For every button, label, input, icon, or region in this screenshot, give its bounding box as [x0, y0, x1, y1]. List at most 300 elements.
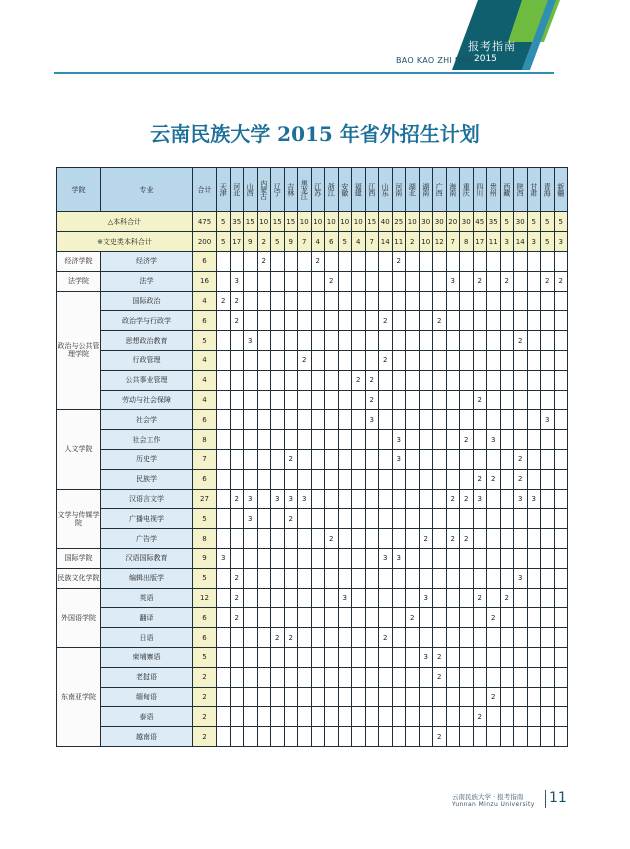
province-cell — [284, 350, 298, 370]
province-cell — [298, 667, 312, 687]
province-cell — [433, 271, 447, 291]
province-cell — [244, 687, 258, 707]
province-cell — [433, 687, 447, 707]
province-cell — [230, 548, 244, 568]
province-cell — [365, 271, 379, 291]
major-cell: 日语 — [101, 628, 193, 648]
province-cell — [230, 509, 244, 529]
province-cell: 2 — [257, 232, 271, 252]
province-cell — [541, 647, 555, 667]
province-cell — [338, 370, 352, 390]
province-cell — [487, 410, 501, 430]
province-cell — [500, 291, 514, 311]
table-row — [57, 430, 568, 450]
header-province: 新疆 — [554, 168, 568, 212]
province-cell — [554, 252, 568, 272]
province-cell — [217, 568, 231, 588]
province-cell — [487, 331, 501, 351]
province-cell — [338, 410, 352, 430]
province-cell — [554, 647, 568, 667]
footer-divider — [545, 790, 546, 808]
province-cell — [554, 727, 568, 747]
province-cell: 3 — [527, 232, 541, 252]
province-cell — [419, 568, 433, 588]
table-row — [57, 390, 568, 410]
province-cell — [446, 311, 460, 331]
province-cell — [338, 509, 352, 529]
province-cell — [365, 608, 379, 628]
total-cell: 6 — [193, 608, 217, 628]
header-province: 内蒙古 — [257, 168, 271, 212]
province-cell — [473, 370, 487, 390]
province-cell — [244, 449, 258, 469]
province-cell — [541, 608, 555, 628]
province-cell — [541, 727, 555, 747]
province-cell — [365, 667, 379, 687]
province-cell — [230, 350, 244, 370]
province-cell — [419, 727, 433, 747]
province-cell — [298, 252, 312, 272]
province-cell — [379, 271, 393, 291]
province-cell — [365, 529, 379, 549]
province-cell: 3 — [446, 271, 460, 291]
province-cell: 2 — [217, 291, 231, 311]
header-total: 合计 — [193, 168, 217, 212]
province-cell — [271, 252, 285, 272]
province-cell — [257, 311, 271, 331]
province-cell — [514, 667, 528, 687]
province-cell — [325, 311, 339, 331]
province-cell — [365, 687, 379, 707]
province-cell — [406, 350, 420, 370]
province-cell: 11 — [392, 232, 406, 252]
province-cell: 2 — [473, 390, 487, 410]
province-cell — [446, 252, 460, 272]
province-cell — [379, 529, 393, 549]
province-cell — [433, 390, 447, 410]
province-cell — [338, 430, 352, 450]
province-cell: 8 — [460, 232, 474, 252]
major-cell: 法学 — [101, 271, 193, 291]
province-cell — [311, 568, 325, 588]
province-cell — [514, 687, 528, 707]
province-cell — [365, 548, 379, 568]
province-cell — [514, 370, 528, 390]
province-cell — [244, 608, 258, 628]
province-cell — [217, 667, 231, 687]
province-cell — [271, 291, 285, 311]
province-cell: 30 — [460, 212, 474, 232]
province-cell — [500, 608, 514, 628]
college-cell: 民族文化学院 — [57, 568, 101, 588]
province-cell — [500, 331, 514, 351]
province-cell — [500, 568, 514, 588]
province-cell — [392, 331, 406, 351]
province-cell — [541, 489, 555, 509]
province-cell — [352, 291, 366, 311]
province-cell — [446, 647, 460, 667]
province-cell — [419, 390, 433, 410]
province-cell — [460, 390, 474, 410]
header-province: 青海 — [541, 168, 555, 212]
header-province: 江西 — [365, 168, 379, 212]
province-cell — [257, 687, 271, 707]
province-cell — [419, 509, 433, 529]
province-cell: 3 — [419, 647, 433, 667]
province-cell — [392, 568, 406, 588]
province-cell — [325, 469, 339, 489]
header-divider — [54, 72, 554, 74]
province-cell — [244, 469, 258, 489]
province-cell — [500, 410, 514, 430]
province-cell: 2 — [379, 350, 393, 370]
total-cell: 5 — [193, 647, 217, 667]
province-cell — [311, 430, 325, 450]
province-cell — [541, 350, 555, 370]
province-cell: 3 — [271, 489, 285, 509]
province-cell — [500, 489, 514, 509]
province-cell — [514, 588, 528, 608]
province-cell — [365, 509, 379, 529]
province-cell — [554, 509, 568, 529]
province-cell — [433, 430, 447, 450]
major-cell: 思想政治教育 — [101, 331, 193, 351]
province-cell — [298, 707, 312, 727]
province-cell — [365, 311, 379, 331]
province-cell — [541, 291, 555, 311]
province-cell — [284, 608, 298, 628]
province-cell — [352, 469, 366, 489]
province-cell — [298, 608, 312, 628]
province-cell — [271, 331, 285, 351]
province-cell — [217, 509, 231, 529]
province-cell — [325, 370, 339, 390]
total-cell: 2 — [193, 667, 217, 687]
province-cell — [487, 509, 501, 529]
province-cell — [541, 628, 555, 648]
province-cell — [541, 548, 555, 568]
major-cell: 泰语 — [101, 707, 193, 727]
province-cell: 3 — [244, 331, 258, 351]
province-cell — [473, 252, 487, 272]
province-cell — [541, 469, 555, 489]
province-cell: 3 — [541, 410, 555, 430]
province-cell — [365, 469, 379, 489]
summary-total: 475 — [193, 212, 217, 232]
province-cell — [244, 271, 258, 291]
province-cell — [379, 568, 393, 588]
province-cell — [298, 271, 312, 291]
province-cell — [554, 390, 568, 410]
province-cell — [446, 727, 460, 747]
province-cell — [527, 727, 541, 747]
province-cell — [460, 252, 474, 272]
province-cell — [419, 331, 433, 351]
province-cell — [514, 430, 528, 450]
province-cell — [217, 350, 231, 370]
province-cell: 9 — [244, 232, 258, 252]
header-province: 海南 — [446, 168, 460, 212]
province-cell: 14 — [379, 232, 393, 252]
province-cell — [446, 291, 460, 311]
province-cell — [541, 529, 555, 549]
province-cell — [419, 628, 433, 648]
province-cell — [392, 370, 406, 390]
province-cell: 3 — [365, 410, 379, 430]
province-cell: 17 — [230, 232, 244, 252]
province-cell — [541, 331, 555, 351]
province-cell: 2 — [473, 271, 487, 291]
province-cell — [487, 548, 501, 568]
province-cell — [406, 469, 420, 489]
header-province: 湖南 — [419, 168, 433, 212]
province-cell — [311, 529, 325, 549]
province-cell: 3 — [244, 509, 258, 529]
province-cell: 3 — [473, 489, 487, 509]
province-cell — [365, 430, 379, 450]
province-cell — [257, 469, 271, 489]
province-cell — [433, 568, 447, 588]
province-cell: 5 — [217, 212, 231, 232]
province-cell — [554, 608, 568, 628]
province-cell — [352, 449, 366, 469]
province-cell — [406, 529, 420, 549]
major-cell: 历史学 — [101, 449, 193, 469]
province-cell — [298, 568, 312, 588]
province-cell: 2 — [311, 252, 325, 272]
province-cell — [338, 667, 352, 687]
major-cell: 老挝语 — [101, 667, 193, 687]
province-cell — [446, 331, 460, 351]
province-cell — [419, 608, 433, 628]
province-cell — [230, 647, 244, 667]
province-cell: 2 — [554, 271, 568, 291]
province-cell: 2 — [460, 529, 474, 549]
province-cell: 5 — [541, 212, 555, 232]
province-cell — [352, 410, 366, 430]
province-cell: 7 — [365, 232, 379, 252]
province-cell: 10 — [298, 212, 312, 232]
province-cell — [406, 271, 420, 291]
province-cell — [298, 430, 312, 450]
province-cell — [527, 647, 541, 667]
province-cell: 7 — [446, 232, 460, 252]
province-cell — [230, 410, 244, 430]
province-cell: 30 — [433, 212, 447, 232]
province-cell — [338, 390, 352, 410]
province-cell — [311, 291, 325, 311]
total-cell: 2 — [193, 687, 217, 707]
province-cell — [514, 291, 528, 311]
province-cell — [379, 588, 393, 608]
province-cell — [406, 291, 420, 311]
province-cell — [244, 390, 258, 410]
header-college: 学院 — [57, 168, 101, 212]
province-cell — [271, 529, 285, 549]
province-cell: 10 — [352, 212, 366, 232]
province-cell — [257, 548, 271, 568]
province-cell — [217, 370, 231, 390]
table-row — [57, 529, 568, 549]
province-cell — [311, 707, 325, 727]
province-cell — [487, 707, 501, 727]
province-cell — [487, 588, 501, 608]
header-province: 安徽 — [338, 168, 352, 212]
province-cell: 2 — [365, 370, 379, 390]
province-cell — [460, 370, 474, 390]
province-cell — [487, 628, 501, 648]
province-cell — [541, 390, 555, 410]
province-cell — [379, 430, 393, 450]
province-cell — [298, 469, 312, 489]
province-cell — [554, 588, 568, 608]
province-cell — [392, 271, 406, 291]
province-cell: 2 — [514, 331, 528, 351]
total-cell: 5 — [193, 568, 217, 588]
province-cell: 2 — [460, 489, 474, 509]
province-cell — [392, 390, 406, 410]
province-cell — [271, 370, 285, 390]
table-row — [57, 350, 568, 370]
province-cell: 2 — [514, 449, 528, 469]
province-cell — [338, 529, 352, 549]
province-cell — [433, 291, 447, 311]
province-cell — [473, 529, 487, 549]
college-cell: 法学院 — [57, 271, 101, 291]
province-cell — [446, 548, 460, 568]
major-cell: 劳动与社会保障 — [101, 390, 193, 410]
total-cell: 5 — [193, 509, 217, 529]
province-cell — [311, 687, 325, 707]
province-cell — [217, 271, 231, 291]
province-cell: 2 — [460, 430, 474, 450]
header-province: 甘肃 — [527, 168, 541, 212]
province-cell — [514, 529, 528, 549]
province-cell — [217, 489, 231, 509]
province-cell — [460, 548, 474, 568]
province-cell — [244, 707, 258, 727]
province-cell: 2 — [257, 252, 271, 272]
province-cell — [527, 430, 541, 450]
province-cell — [406, 628, 420, 648]
province-cell — [487, 291, 501, 311]
province-cell: 2 — [473, 707, 487, 727]
header-major: 专业 — [101, 168, 193, 212]
province-cell — [311, 647, 325, 667]
summary-total: 200 — [193, 232, 217, 252]
province-cell — [271, 271, 285, 291]
province-cell: 30 — [419, 212, 433, 232]
table-row — [57, 608, 568, 628]
province-cell: 15 — [284, 212, 298, 232]
province-cell — [325, 430, 339, 450]
province-cell — [514, 608, 528, 628]
province-cell: 3 — [244, 489, 258, 509]
province-cell — [338, 707, 352, 727]
province-cell: 2 — [487, 687, 501, 707]
major-cell: 经济学 — [101, 252, 193, 272]
header-province: 山西 — [244, 168, 258, 212]
province-cell — [352, 707, 366, 727]
province-cell — [365, 291, 379, 311]
province-cell — [311, 350, 325, 370]
major-cell: 公共事业管理 — [101, 370, 193, 390]
province-cell — [527, 667, 541, 687]
province-cell — [271, 687, 285, 707]
header-province: 江苏 — [311, 168, 325, 212]
province-cell — [406, 727, 420, 747]
province-cell — [500, 430, 514, 450]
total-cell: 8 — [193, 430, 217, 450]
province-cell: 3 — [419, 588, 433, 608]
province-cell — [325, 350, 339, 370]
province-cell: 2 — [379, 628, 393, 648]
province-cell: 2 — [284, 628, 298, 648]
province-cell — [325, 331, 339, 351]
province-cell — [379, 509, 393, 529]
major-cell: 社会工作 — [101, 430, 193, 450]
total-cell: 4 — [193, 390, 217, 410]
province-cell — [541, 707, 555, 727]
footer-university-en: Yunnan Minzu University — [452, 801, 535, 808]
province-cell — [217, 469, 231, 489]
table-row — [57, 687, 568, 707]
province-cell — [271, 390, 285, 410]
province-cell — [338, 568, 352, 588]
total-cell: 7 — [193, 449, 217, 469]
province-cell: 2 — [230, 588, 244, 608]
table-row — [57, 647, 568, 667]
header-province: 河北 — [230, 168, 244, 212]
province-cell — [527, 291, 541, 311]
table-row — [57, 271, 568, 291]
province-cell — [527, 370, 541, 390]
province-cell: 5 — [554, 212, 568, 232]
total-cell: 4 — [193, 291, 217, 311]
province-cell: 3 — [392, 449, 406, 469]
province-cell — [352, 489, 366, 509]
province-cell — [460, 271, 474, 291]
college-cell: 政治与公共管理学院 — [57, 291, 101, 410]
province-cell — [500, 529, 514, 549]
province-cell — [298, 410, 312, 430]
province-cell — [352, 727, 366, 747]
province-cell — [446, 449, 460, 469]
header-province: 吉林 — [284, 168, 298, 212]
province-cell — [406, 568, 420, 588]
province-cell — [244, 410, 258, 430]
province-cell — [284, 311, 298, 331]
province-cell — [284, 588, 298, 608]
province-cell — [365, 707, 379, 727]
province-cell — [460, 469, 474, 489]
province-cell — [298, 529, 312, 549]
province-cell — [527, 449, 541, 469]
province-cell: 3 — [230, 271, 244, 291]
total-cell: 6 — [193, 311, 217, 331]
province-cell — [230, 370, 244, 390]
province-cell: 2 — [433, 647, 447, 667]
header-province: 湖北 — [406, 168, 420, 212]
province-cell — [460, 588, 474, 608]
province-cell — [433, 628, 447, 648]
province-cell: 3 — [487, 430, 501, 450]
province-cell — [244, 529, 258, 549]
province-cell — [460, 707, 474, 727]
province-cell — [419, 410, 433, 430]
province-cell — [298, 727, 312, 747]
province-cell — [311, 331, 325, 351]
